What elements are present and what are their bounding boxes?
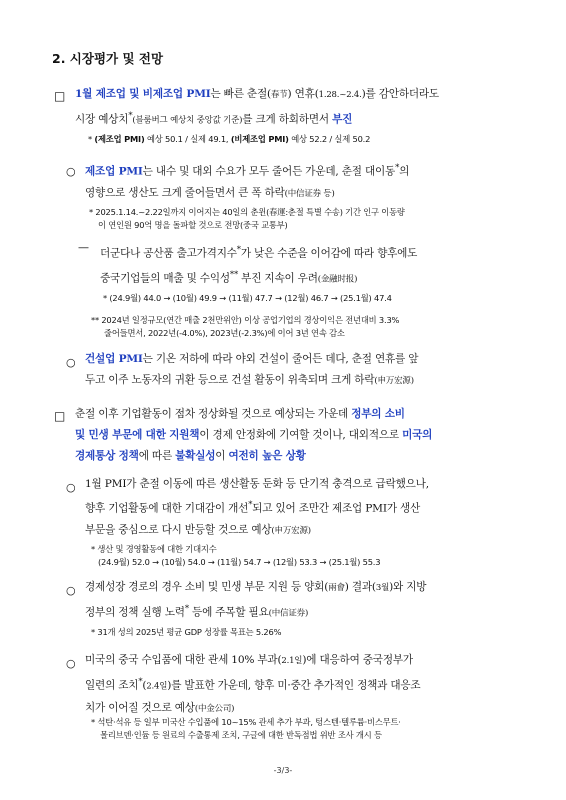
footnote-expectation-index: * 생산 및 경영활동에 대한 기대지수 (24.9월) 52.0 → (10월) 54.0 → (11월) 54.7 → (12월) 53.3 → (25.1월) 55.3: [91, 544, 381, 567]
paragraph-construction-pmi: 건설업 PMI는 기온 저하에 따라 야외 건설이 줄어든 데다, 춘절 연휴를 앞 두고 이주 노동자의 귀환 등으로 건설 활동이 위축되며 크게 하락(申万宏源): [85, 353, 419, 386]
paragraph-pmi-overview: 1월 제조업 및 비제조업 PMI는 빠른 춘절(春节) 연휴(1.28.~2.4.)를 감안하더라도 시장 예상치*(블룸버그 예상치 중앙값 기준)를 크게 하회하면서 부진: [75, 88, 439, 126]
circle-bullet: ○: [66, 356, 76, 369]
page-number: -3/3-: [273, 766, 293, 775]
dash-bullet: —: [78, 241, 89, 254]
square-bullet: □: [54, 89, 66, 103]
circle-bullet: ○: [66, 657, 76, 670]
paragraph-outlook: 춘절 이후 기업활동이 점차 정상화될 것으로 예상되는 가운데 정부의 소비 및 민생 부문에 대한 지원책이 경제 안정화에 기여할 것이나, 대외적으로 미국의 경제통상 정책에 따른 불확실성이 여전히 높은 상황: [75, 408, 433, 462]
footnote-gdp-target: * 31개 성의 2025년 평균 GDP 성장률 목표는 5.26%: [91, 627, 282, 637]
circle-bullet: ○: [66, 584, 76, 597]
footnote-spring-travel: * 2025.1.14.~2.22일까지 이어지는 40일의 춘윈(春運:춘절 특별 수송) 기간 인구 이동량 이 연인원 90억 명을 돌파할 것으로 전망(중국 교통부): [89, 207, 405, 230]
paragraph-manufacturing-pmi: 제조업 PMI는 내수 및 대외 수요가 모두 줄어든 가운데, 춘절 대이동*의 영향으로 생산도 크게 줄어들면서 큰 폭 하락(中信证券 등): [85, 163, 410, 199]
footnote-industrial-profit: ** 2024년 일정규모(연간 매출 2천만위안) 이상 공업기업의 경상이익은 전년대비 3.3% 줄어들면서, 2022년(-4.0%), 2023년(-2.3%)에 이어 3년 연속 감소: [91, 315, 400, 338]
square-bullet: □: [54, 409, 66, 423]
paragraph-growth-path: 경제성장 경로의 경우 소비 및 민생 부문 지원 등 양회(兩會) 결과(3월)와 지방 정부의 정책 실행 노력* 등에 주목할 필요(中信证券): [85, 581, 427, 619]
circle-bullet: ○: [66, 481, 76, 494]
section-title: 2. 시장평가 및 전망: [52, 51, 164, 66]
footnote-pmi-values: * (제조업 PMI) 예상 50.1 / 실제 49.1, (비제조업 PMI) 예상 52.2 / 실제 50.2: [88, 134, 371, 144]
footnote-ppi-series: * (24.9월) 44.0 → (10월) 49.9 → (11월) 47.7 → (12월) 46.7 → (25.1월) 47.4: [103, 293, 392, 303]
paragraph-us-tariff: 미국의 중국 수입품에 대한 관세 10% 부과(2.1일)에 대응하여 중국정부가 일련의 조치*(2.4일)를 발표한 가운데, 향후 미·중간 추가적인 정책과 대응조 치가 이어질 것으로 예상(中金公司): [85, 654, 421, 714]
paragraph-producer-price: 더군다나 공산품 출고가격지수*가 낮은 수준을 이어감에 따라 향후에도 중국기업들의 매출 및 수익성** 부진 지속이 우려(金融时报): [100, 245, 418, 285]
circle-bullet: ○: [66, 165, 76, 178]
paragraph-pmi-rebound: 1월 PMI가 춘절 이동에 따른 생산활동 둔화 등 단기적 충격으로 급락했으나, 향후 기업활동에 대한 기대감이 개선*되고 있어 조만간 제조업 PMI가 생산 부문을 중심으로 다시 반등할 것으로 예상(申万宏源): [85, 478, 429, 536]
footnote-countermeasures: * 석탄·석유 등 일부 미국산 수입품에 10~15% 관세 추가 부과, 텅스텐·텔루륨·비스무트· 몰리브덴·인듐 등 원료의 수출통제 조치, 구글에 대한 반독점법 위반 조사 개시 등: [91, 717, 401, 740]
